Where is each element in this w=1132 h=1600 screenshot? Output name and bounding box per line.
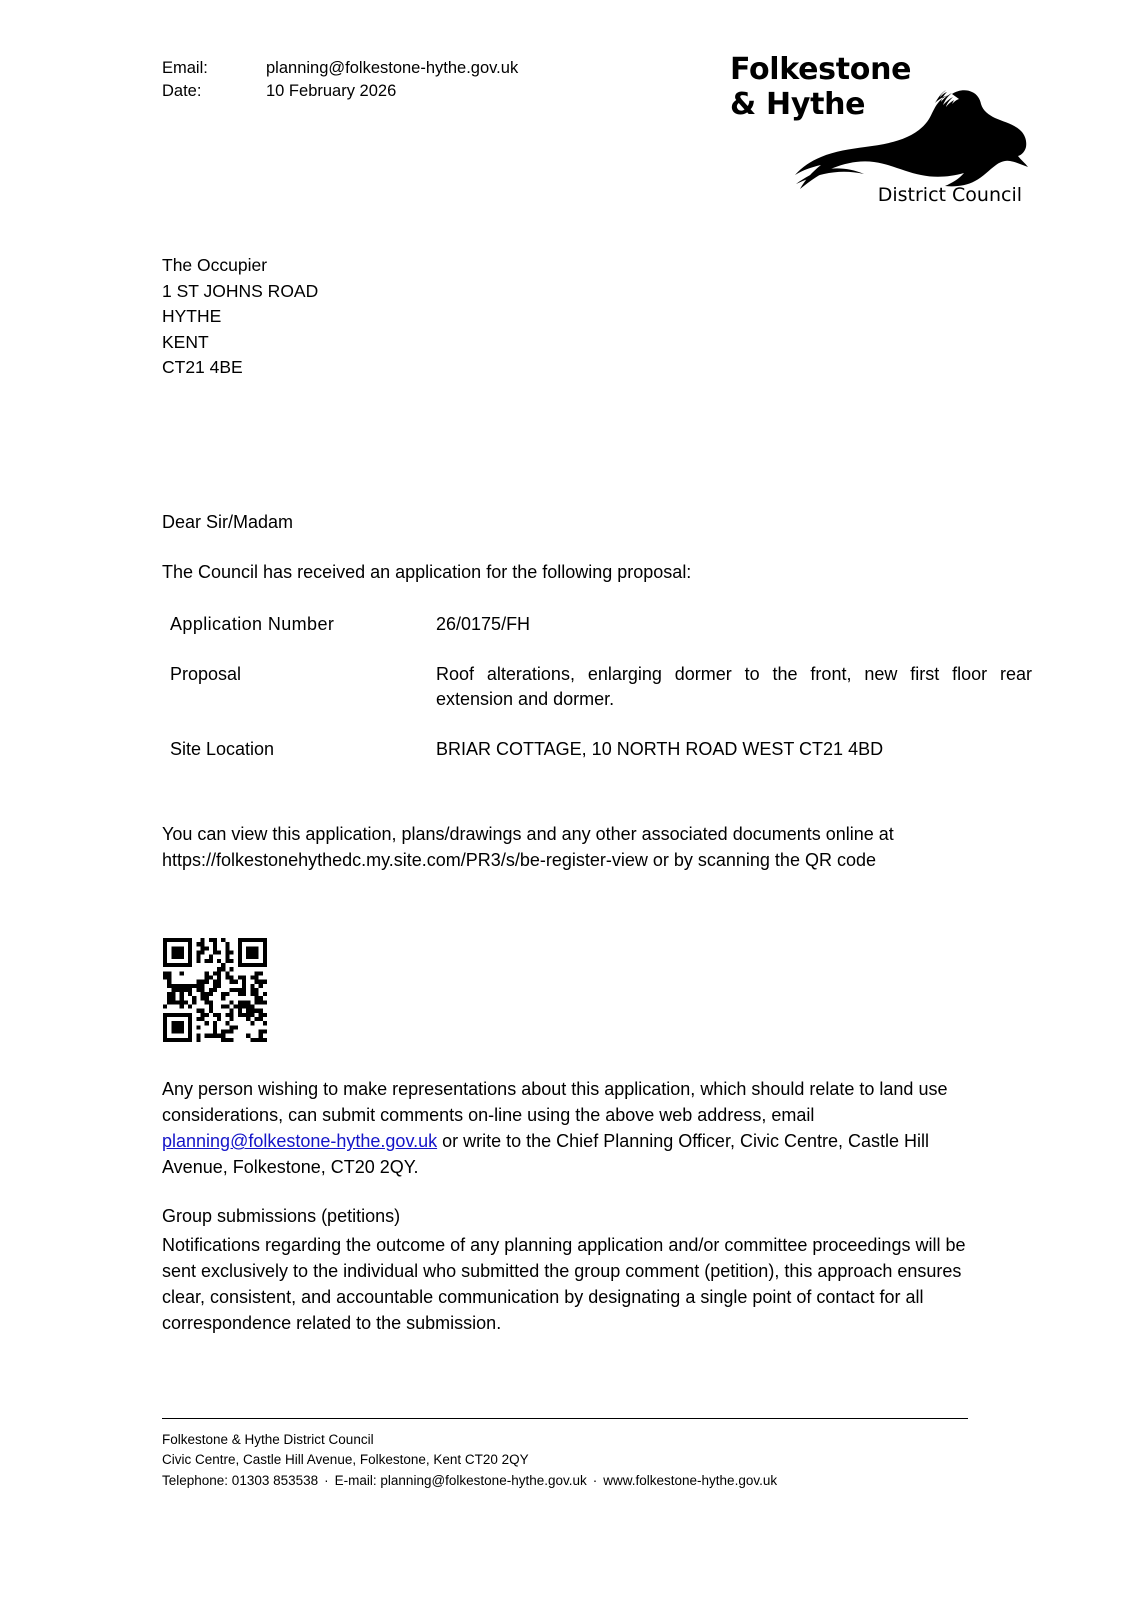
detail-key-application-number: Application Number <box>170 614 335 634</box>
address-line: The Occupier <box>162 255 268 275</box>
logo-subtitle: District Council <box>877 184 1022 206</box>
representations-paragraph <box>162 1076 962 1180</box>
footer-telephone: Telephone: 01303 853538 <box>162 1472 319 1488</box>
representations-text-before: Any person wishing to make representations about this application, which should relate to land use considerations, can submit comments on-line using the above web address, email <box>162 1079 948 1126</box>
meta-label-date: Date: <box>162 81 202 100</box>
planning-email-link[interactable]: planning@folkestone-hythe.gov.uk <box>162 1131 438 1152</box>
intro-paragraph: The Council has received an application for the following proposal: <box>162 562 692 582</box>
footer-website: www.folkestone-hythe.gov.uk <box>603 1472 778 1488</box>
salutation: Dear Sir/Madam <box>162 512 294 532</box>
meta-row-date <box>162 81 518 104</box>
representations-text-after: or write to the Chief Planning Officer, Civic Centre, Castle Hill Avenue, Folkestone, CT20 2QY. <box>162 1131 929 1178</box>
qr-code[interactable] <box>163 938 267 1042</box>
footer-separator: · <box>324 1472 329 1488</box>
logo-line-2: & Hythe <box>730 87 866 123</box>
group-submissions-paragraph: Notifications regarding the outcome of any planning application and/or committee proceedings will be sent exclusively to the individual who submitted the group comment (petition), this approach ensures clear, consistent, and accountable communication by designating a single point of contact for all correspondence related to the submission. <box>162 1235 966 1334</box>
detail-row-site-location <box>170 737 1032 761</box>
meta-value-date: 10 February 2026 <box>266 81 397 100</box>
meta-row-email <box>162 58 518 81</box>
footer-council-name: Folkestone & Hythe District Council <box>162 1432 374 1447</box>
recipient-address <box>162 253 318 381</box>
logo-line-1: Folkestone <box>730 52 912 87</box>
detail-row-application-number <box>170 612 1032 662</box>
footer-divider <box>162 1418 968 1419</box>
address-line: HYTHE <box>162 306 222 327</box>
detail-row-proposal <box>170 662 1032 737</box>
leaping-horse-icon <box>756 88 1028 192</box>
letter-footer <box>162 1430 777 1491</box>
qr-code-canvas <box>163 938 267 1042</box>
footer-separator: · <box>592 1472 598 1488</box>
detail-value-application-number: 26/0175/FH <box>436 614 531 634</box>
detail-key-site-location: Site Location <box>170 738 275 759</box>
detail-value-proposal: Roof alterations, enlarging dormer to the front, new first floor rear extension and dormer. <box>436 664 1032 709</box>
header-meta-table <box>162 58 518 104</box>
group-submissions-heading: Group submissions (petitions) <box>162 1206 401 1226</box>
footer-address: Civic Centre, Castle Hill Avenue, Folkestone, Kent CT20 2QY <box>162 1452 529 1468</box>
meta-label-email: Email: <box>162 59 208 77</box>
address-line: CT21 4BE <box>162 357 243 378</box>
letter-header <box>162 52 1022 212</box>
address-line: KENT <box>162 331 209 352</box>
footer-contacts <box>162 1471 777 1491</box>
view-online-paragraph: You can view this application, plans/drawings and any other associated documents online at https://folkestonehythedc.my.site.com/PR3/s/be-register-view or by scanning the QR code <box>162 824 894 870</box>
meta-value-email: planning@folkestone-hythe.gov.uk <box>266 59 519 77</box>
council-logo <box>722 52 1022 212</box>
detail-value-site-location: BRIAR COTTAGE, 10 NORTH ROAD WEST CT21 4BD <box>436 738 884 759</box>
detail-key-proposal: Proposal <box>170 664 242 685</box>
application-details-table <box>170 612 1032 761</box>
address-line: 1 ST JOHNS ROAD <box>162 280 319 301</box>
footer-email: E-mail: planning@folkestone-hythe.gov.uk <box>334 1472 587 1488</box>
